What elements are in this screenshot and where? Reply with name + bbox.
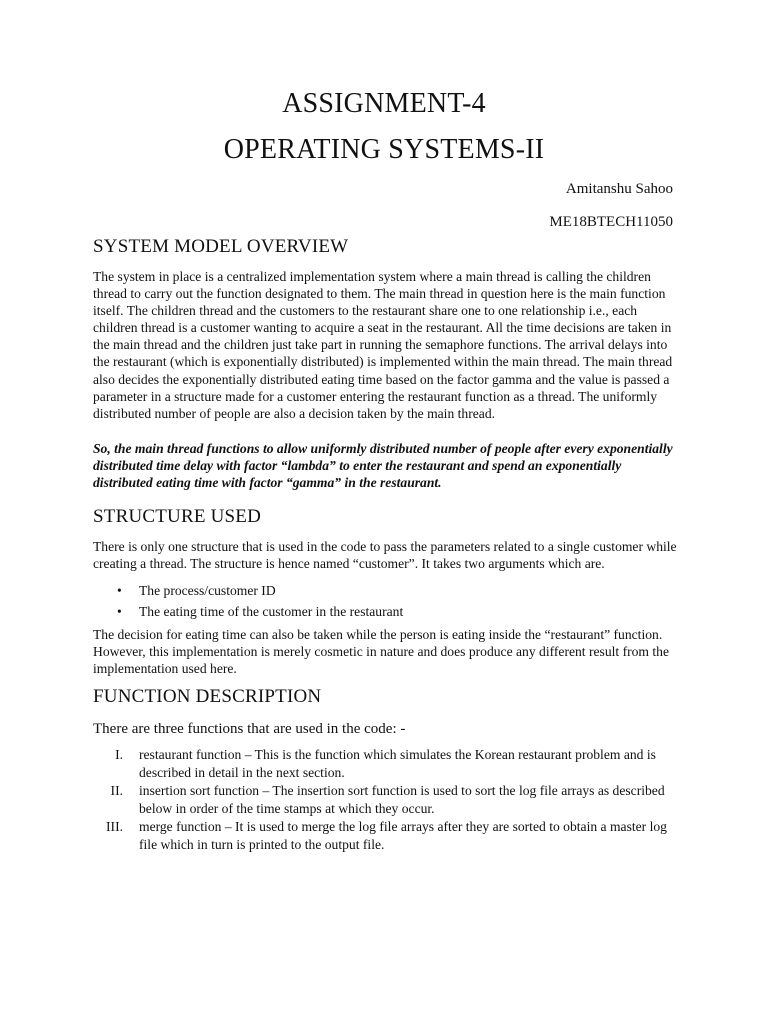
paragraph-structure: There is only one structure that is used in the code to pass the parameters related to a single customer while creating a thread. The structure is hence named “customer”. It takes two arguments which are. xyxy=(93,539,677,572)
paragraph-system-model-emphasis: So, the main thread functions to allow uniformly distributed number of people after every exponentially distributed time delay with factor “lambda” to enter the restaurant and spend an exponentially distributed eating time with factor “gamma” in the restaurant. xyxy=(93,441,673,491)
bullet-icon: • xyxy=(117,603,122,619)
list-item xyxy=(93,782,683,818)
bullet-icon: • xyxy=(117,583,122,598)
list-item-number: I. xyxy=(115,747,123,762)
list-item-number: II. xyxy=(110,783,123,798)
heading-function-description: FUNCTION DESCRIPTION xyxy=(93,686,322,707)
list-item xyxy=(93,746,683,782)
list-item-number: III. xyxy=(106,819,123,834)
author-name: Amitanshu Sahoo xyxy=(565,181,673,197)
document-title: ASSIGNMENT-4 xyxy=(282,88,486,119)
document-subtitle: OPERATING SYSTEMS-II xyxy=(223,134,545,165)
list-item xyxy=(93,603,678,620)
heading-system-model-overview: SYSTEM MODEL OVERVIEW xyxy=(93,236,349,257)
heading-structure-used: STRUCTURE USED xyxy=(93,506,262,527)
paragraph-system-model: The system in place is a centralized implementation system where a main thread is calling the children thread to carry out the function designated to them. The main thread in question here is the main function itself. The children thread and the customers to the restaurant share one to one relationship i.e., each children thread is a customer wanting to acquire a seat in the restaurant. All the time decisions are taken in the main thread and the children just take part in running the semaphore functions. The arrival delays into the restaurant (which is exponentially distributed) is implemented within the main thread. The main thread also decides the exponentially distributed eating time based on the factor gamma and the value is passed a parameter in a structure made for a customer entering the restaurant function as a thread. The uniformly distributed number of people are also a decision taken by the main thread. xyxy=(93,269,673,421)
list-item-text: The process/customer ID xyxy=(139,583,276,598)
list-item-text: The eating time of the customer in the restaurant xyxy=(139,603,404,619)
list-item xyxy=(93,818,683,854)
roll-number: ME18BTECH11050 xyxy=(549,214,673,230)
list-item-text: insertion sort function – The insertion sort function is used to sort the log file arrays as described below in order of the time stamps at which they occur. xyxy=(139,783,665,816)
functions-list xyxy=(93,746,683,854)
list-item-text: restaurant function – This is the function which simulates the Korean restaurant problem and is described in detail in the next section. xyxy=(139,747,656,780)
list-item xyxy=(93,582,678,599)
list-item-text: merge function – It is used to merge the log file arrays after they are sorted to obtain a master log file which in turn is printed to the output file. xyxy=(139,819,667,852)
paragraph-functions-intro: There are three functions that are used in the code: - xyxy=(93,721,406,737)
paragraph-structure-note: The decision for eating time can also be taken while the person is eating inside the “restaurant” function. However, this implementation is merely cosmetic in nature and does produce any different result from the implementation used here. xyxy=(93,627,670,677)
structure-arguments-list xyxy=(93,582,678,623)
